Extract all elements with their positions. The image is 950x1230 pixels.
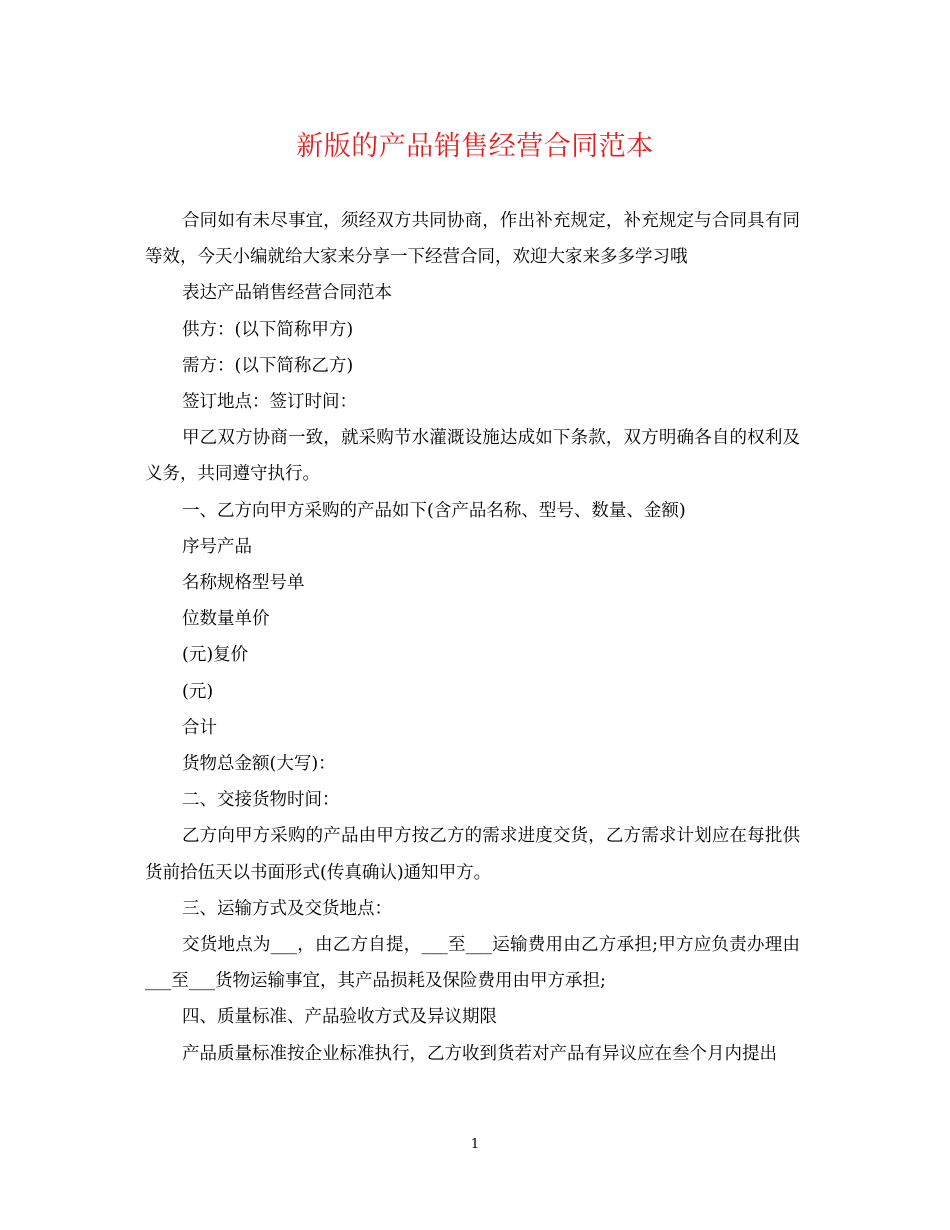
body-paragraph: 产品质量标准按企业标准执行，乙方收到货若对产品有异议应在叁个月内提出 bbox=[182, 1043, 777, 1064]
body-paragraph: 合计 bbox=[182, 717, 217, 738]
document-body bbox=[145, 203, 800, 1072]
body-paragraph: 需方：(以下简称乙方) bbox=[182, 355, 354, 376]
body-paragraph: 序号产品 bbox=[182, 536, 252, 557]
body-paragraph: 货物总金额(大写)： bbox=[182, 754, 336, 775]
body-paragraph: 乙方向甲方采购的产品由甲方按乙方的需求进度交货，乙方需求计划应在每批供货前拾伍天以书面形式(传真确认)通知甲方。 bbox=[145, 826, 800, 883]
body-paragraph: 签订地点：签订时间： bbox=[182, 392, 357, 413]
body-paragraph: 二、交接货物时间： bbox=[182, 790, 340, 811]
document-title: 新版的产品销售经营合同范本 bbox=[296, 131, 654, 162]
body-paragraph: (元) bbox=[182, 681, 214, 702]
body-paragraph: 四、质量标准、产品验收方式及异议期限 bbox=[182, 1007, 497, 1028]
body-paragraph: (元)复价 bbox=[182, 645, 249, 666]
page-number: 1 bbox=[470, 1137, 480, 1152]
body-paragraph: 供方：(以下简称甲方) bbox=[182, 319, 354, 340]
body-paragraph: 位数量单价 bbox=[182, 609, 270, 630]
body-paragraph: 甲乙双方协商一致，就采购节水灌溉设施达成如下条款，双方明确各自的权利及义务，共同遵守执行。 bbox=[145, 428, 800, 485]
body-paragraph: 名称规格型号单 bbox=[182, 573, 305, 594]
body-paragraph: 合同如有未尽事宜，须经双方共同协商，作出补充规定，补充规定与合同具有同等效，今天小编就给大家来分享一下经营合同，欢迎大家来多多学习哦 bbox=[145, 211, 800, 268]
body-paragraph: 交货地点为___，由乙方自提，___至___运输费用由乙方承担;甲方应负责办理由___至___货物运输事宜，其产品损耗及保险费用由甲方承担; bbox=[145, 935, 800, 992]
body-paragraph: 三、运输方式及交货地点： bbox=[182, 898, 392, 919]
body-paragraph: 表达产品销售经营合同范本 bbox=[182, 283, 392, 304]
body-paragraph: 一、乙方向甲方采购的产品如下(含产品名称、型号、数量、金额) bbox=[182, 500, 686, 521]
